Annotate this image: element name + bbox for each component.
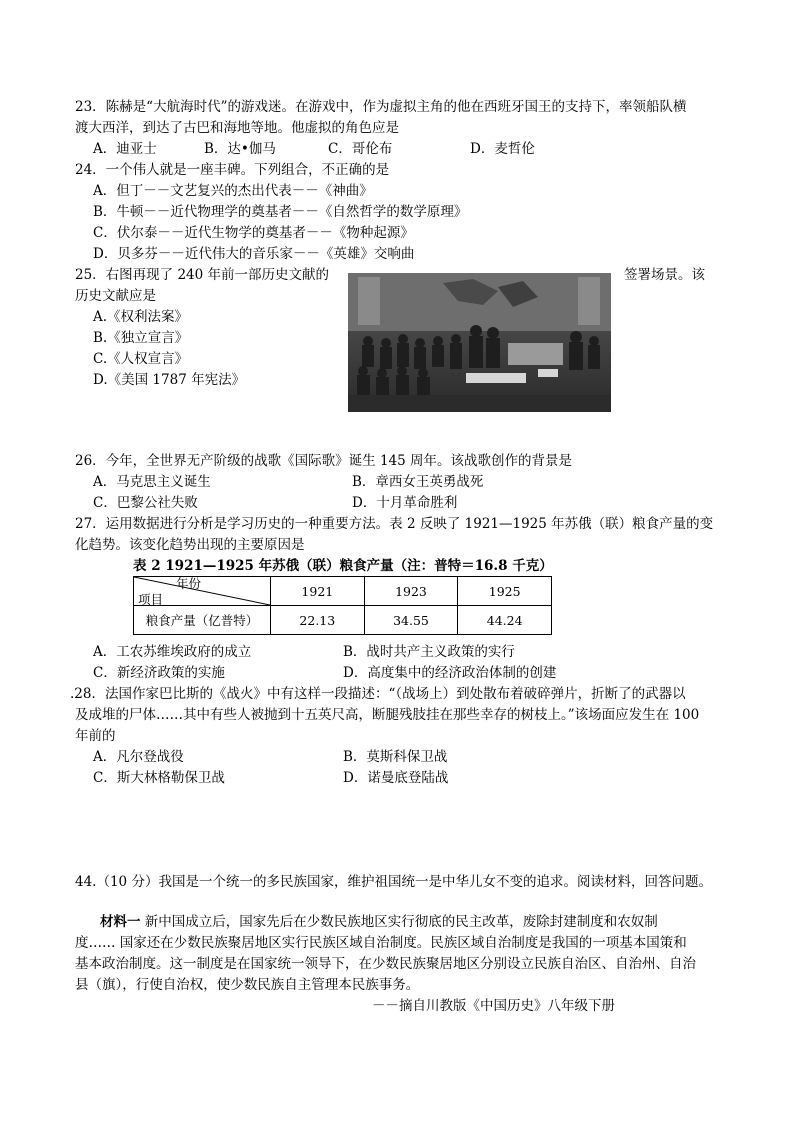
q27-option-c: C．新经济政策的实施	[93, 665, 225, 681]
q28-option-b: B．莫斯科保卫战	[343, 749, 448, 765]
value-1925: 44.24	[458, 606, 552, 635]
q28-stem-line1: .28．法国作家巴比斯的《战火》中有这样一段描述：“（战场上）到处散布着破碎弹片，折断了的武器以	[70, 686, 686, 702]
year-1925: 1925	[458, 577, 552, 606]
q26-option-c: C．巴黎公社失败	[93, 495, 198, 511]
q23-stem-line1: 23．陈赫是“大航海时代”的游戏迷。在游戏中，作为虚拟主角的他在西班牙国王的支持下，率领船队横	[75, 99, 687, 115]
material-one-text: 新中国成立后，国家先后在少数民族地区实行彻底的民主改革，废除封建制度和农奴制	[140, 914, 658, 930]
q26-option-b: B．章西女王英勇战死	[352, 474, 484, 490]
q25-option-a: A.《权利法案》	[93, 309, 189, 325]
q26-option-d: D．十月革命胜利	[352, 495, 458, 511]
year-1923: 1923	[364, 577, 458, 606]
q23-option-d: D．麦哲伦	[470, 141, 535, 157]
q27-stem-line1: 27．运用数据进行分析是学习历史的一种重要方法。表 2 反映了 1921—1925 年苏俄（联）粮食产量的变	[75, 516, 714, 532]
value-1921: 22.13	[271, 606, 365, 635]
q24-option-d: D．贝多芬－－近代伟大的音乐家－－《英雄》交响曲	[93, 246, 415, 262]
q24-option-c: C．伏尔泰－－近代生物学的奠基者－－《物种起源》	[93, 225, 414, 241]
q24-stem: 24．一个伟人就是一座丰碑。下列组合，不正确的是	[75, 162, 390, 178]
header-year-label: 年份	[176, 576, 202, 591]
q26-stem: 26．今年，全世界无产阶级的战歌《国际歌》诞生 145 周年。该战歌创作的背景是	[75, 453, 573, 469]
table2-caption: 表 2 1921—1925 年苏俄（联）粮食产量（注：普特＝16.8 千克）	[133, 558, 553, 574]
q25-stem-left: 25．右图再现了 240 年前一部历史文献的	[75, 267, 330, 283]
table-header-row	[134, 577, 552, 606]
q25-option-c: C.《人权宣言》	[93, 351, 189, 367]
table-row	[134, 606, 552, 635]
value-1923: 34.55	[364, 606, 458, 635]
q25-stem-line2: 历史文献应是	[75, 288, 156, 304]
q44-material-line4: 县（旗），行使自治权，使少数民族自主管理本民族事务。	[75, 977, 420, 993]
q28-stem-line2: 及成堆的尸体……其中有些人被抛到十五英尺高，断腿残肢挂在那些幸存的树枝上。”该场面应发生在 100	[75, 707, 700, 723]
q23-option-c: C．哥伦布	[328, 141, 393, 157]
q28-stem-line3: 年前的	[75, 728, 116, 744]
q23-option-a: A．迪亚士	[93, 141, 157, 157]
declaration-signing-painting	[348, 273, 611, 412]
q44-stem: 44.（10 分）我国是一个统一的多民族国家，维护祖国统一是中华儿女不变的追求。阅读材料，回答问题。	[75, 874, 712, 890]
q26-option-a: A．马克思主义诞生	[93, 474, 211, 490]
q24-option-a: A．但丁－－文艺复兴的杰出代表－－《神曲》	[93, 183, 373, 199]
table-header-diagonal-cell	[134, 577, 271, 606]
q23-stem-line2: 渡大西洋，到达了古巴和海地等地。他虚拟的角色应是	[75, 120, 399, 136]
q44-material-line1	[100, 913, 658, 931]
grain-output-table	[133, 576, 552, 635]
q25-option-b: B.《独立宣言》	[93, 330, 189, 346]
q25-option-d: D.《美国 1787 年宪法》	[93, 372, 246, 388]
q23-option-b: B．达•伽马	[204, 141, 276, 157]
year-1921: 1921	[271, 577, 365, 606]
q24-option-b: B．牛顿－－近代物理学的奠基者－－《自然哲学的数学原理》	[93, 204, 468, 220]
q44-material-line2: 度…… 国家还在少数民族聚居地区实行民族区域自治制度。民族区域自治制度是我国的一项基本国策和	[75, 935, 687, 951]
q27-option-d: D．高度集中的经济政治体制的创建	[343, 665, 557, 681]
q25-stem-right: 签署场景。该	[624, 267, 705, 283]
q28-option-a: A．凡尔登战役	[93, 749, 184, 765]
header-item-label: 项目	[138, 592, 164, 607]
q27-stem-line2: 化趋势。该变化趋势出现的主要原因是	[75, 537, 305, 553]
q27-option-a: A．工农苏维埃政府的成立	[93, 644, 252, 660]
material-one-label: 材料一	[100, 914, 141, 930]
q27-option-b: B．战时共产主义政策的实行	[343, 644, 515, 660]
q44-material-line3: 基本政治制度。这一制度是在国家统一领导下，在少数民族聚居地区分别设立民族自治区、自治州、自治	[75, 956, 696, 972]
q28-option-c: C．斯大林格勒保卫战	[93, 770, 225, 786]
q28-option-d: D．诺曼底登陆战	[343, 770, 449, 786]
row-label: 粮食产量（亿普特）	[134, 606, 271, 635]
q44-source: －－摘自川教版《中国历史》八年级下册	[372, 998, 615, 1014]
